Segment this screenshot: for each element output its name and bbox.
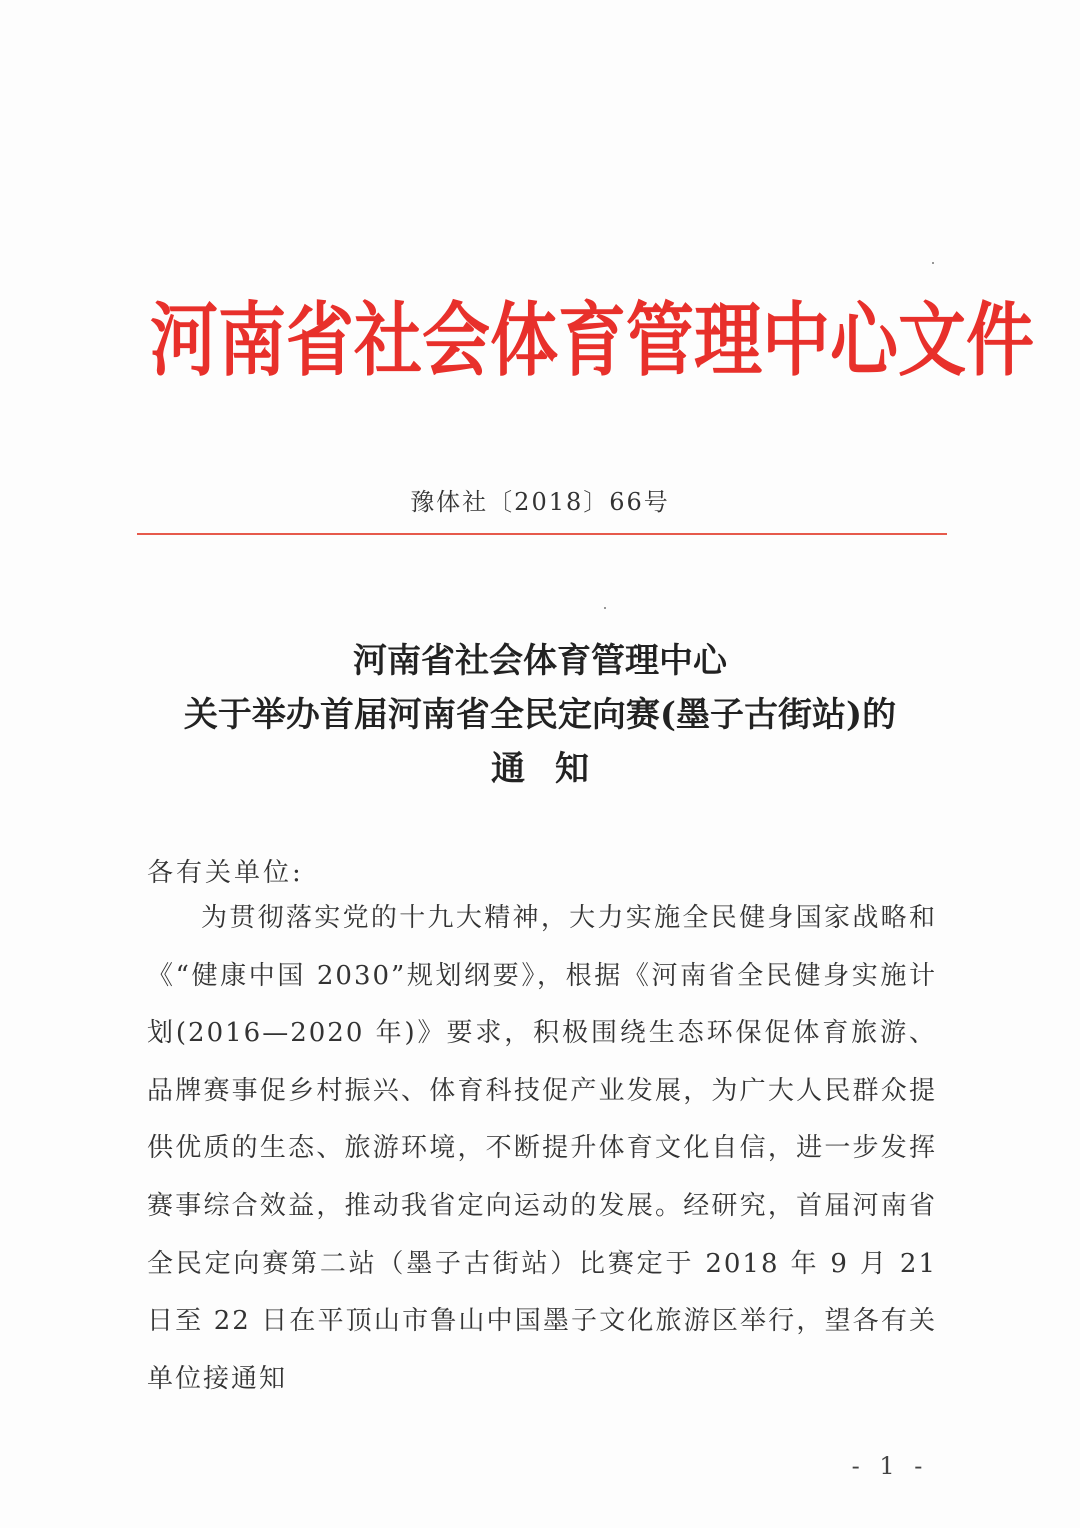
notice-title-line2: 关于举办首届河南省全民定向赛(墨子古街站)的 xyxy=(183,695,897,735)
notice-title-line1: 河南省社会体育管理中心 xyxy=(353,641,727,681)
scan-speck xyxy=(604,607,606,609)
notice-title-line3: 通知 xyxy=(491,749,619,789)
document-number: 豫体社〔2018〕66号 xyxy=(410,488,670,516)
page-number: - 1 - xyxy=(851,1452,929,1480)
body-paragraph: 为贯彻落实党的十九大精神，大力实施全民健身国家战略和《“健康中国 2030”规划纲要》，根据《河南省全民健身实施计划(2016—2020 年)》要求，积极围绕生态环保促体育旅游、品牌赛事促乡村振兴、体育科技促产业发展，为广大人民群众提供优质的生态、旅游环境，不断提升体育文化自信，进一步发挥赛事综合效益，推动我省定向运动的发展。经研究，首届河南省全民定向赛第二站（墨子古街站）比赛定于 2018 年 9 月 21 日至 22 日在平顶山市鲁山中国墨子文化旅游区举行，望各有关单位接通知 xyxy=(147,903,937,1394)
body-text xyxy=(147,890,937,1408)
scan-speck xyxy=(932,262,934,264)
salutation: 各有关单位: xyxy=(147,858,304,888)
notice-title xyxy=(0,634,1080,796)
red-separator-rule xyxy=(137,533,947,535)
issuer-header-title: 河南省社会体育管理中心文件 xyxy=(150,293,1035,389)
